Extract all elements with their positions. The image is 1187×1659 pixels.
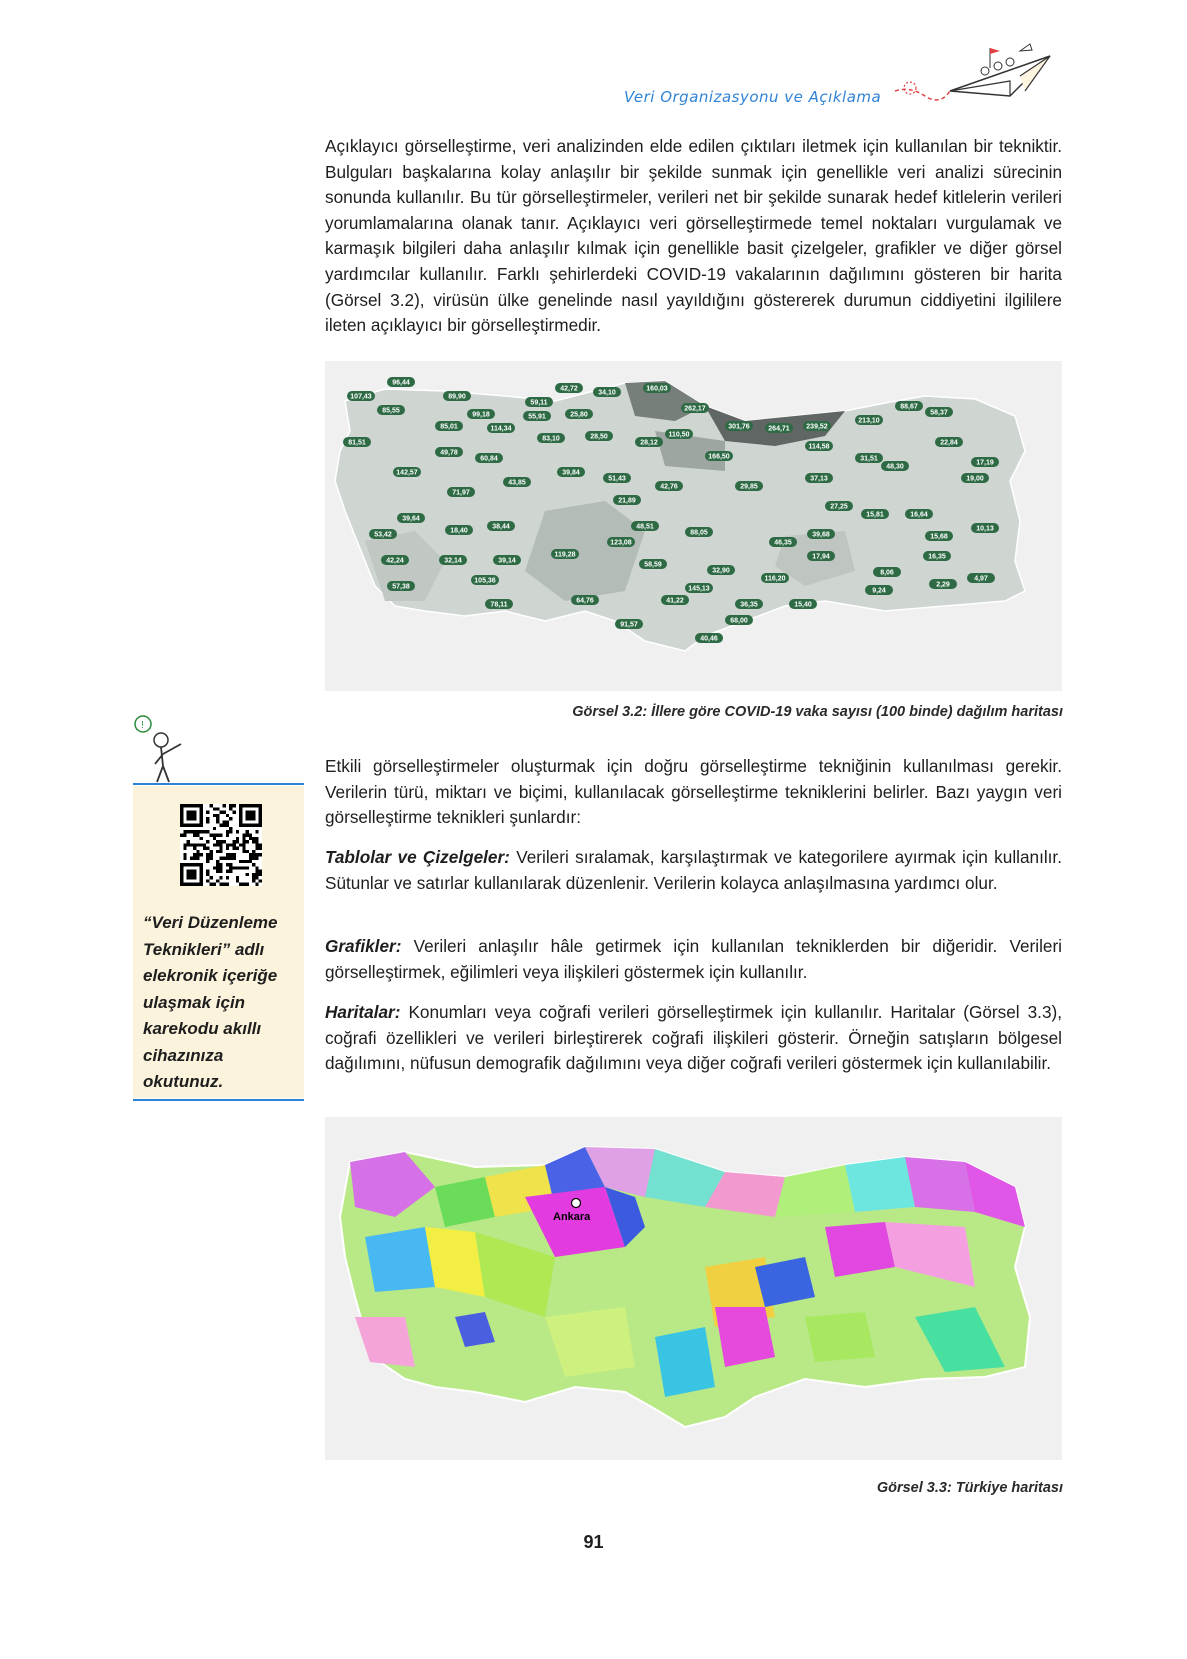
map-value-label: 99,18 bbox=[472, 411, 490, 419]
map-value-label: 264,71 bbox=[768, 425, 790, 433]
map-value-label: 64,76 bbox=[576, 597, 594, 605]
map-value-badge bbox=[643, 383, 671, 393]
map-value-badge bbox=[369, 529, 397, 539]
tables-paragraph bbox=[325, 845, 1062, 896]
map-value-badge bbox=[387, 581, 415, 591]
qr-code[interactable] bbox=[180, 804, 262, 886]
map-value-badge bbox=[967, 573, 995, 583]
map-value-label: 51,43 bbox=[608, 475, 626, 483]
map-value-label: 116,20 bbox=[764, 575, 786, 583]
map-value-badge bbox=[503, 477, 531, 487]
map-value-label: 48,51 bbox=[636, 523, 654, 531]
map-value-label: 145,13 bbox=[688, 585, 710, 593]
map-value-label: 123,08 bbox=[610, 539, 632, 547]
maps-term: Haritalar: bbox=[325, 1002, 401, 1022]
map-value-label: 57,38 bbox=[392, 583, 410, 591]
map-value-badge bbox=[565, 409, 593, 419]
map-value-label: 53,42 bbox=[374, 531, 392, 539]
map-value-label: 58,59 bbox=[644, 561, 662, 569]
map-value-badge bbox=[661, 595, 689, 605]
map-value-badge bbox=[387, 377, 415, 387]
map-value-label: 89,90 bbox=[448, 393, 466, 401]
map-value-badge bbox=[735, 481, 763, 491]
map-value-badge bbox=[805, 441, 833, 451]
map-value-badge bbox=[725, 421, 753, 431]
map-value-label: 38,44 bbox=[492, 523, 510, 531]
map-value-badge bbox=[873, 567, 901, 577]
paper-plane-illustration bbox=[890, 36, 1100, 116]
map-value-badge bbox=[525, 397, 553, 407]
map-value-badge bbox=[435, 447, 463, 457]
map-value-label: 27,25 bbox=[830, 503, 848, 511]
map-value-label: 262,17 bbox=[684, 405, 706, 413]
map-value-label: 25,80 bbox=[570, 411, 588, 419]
map-value-badge bbox=[935, 437, 963, 447]
map-value-badge bbox=[923, 551, 951, 561]
graphs-term: Grafikler: bbox=[325, 936, 402, 956]
map-value-badge bbox=[393, 467, 421, 477]
map-value-label: 18,40 bbox=[450, 527, 468, 535]
map-value-badge bbox=[655, 481, 683, 491]
map-value-label: 48,30 bbox=[886, 463, 904, 471]
map-value-label: 31,51 bbox=[860, 455, 878, 463]
map-value-badge bbox=[807, 529, 835, 539]
map-value-badge bbox=[705, 451, 733, 461]
map-value-label: 36,35 bbox=[740, 601, 758, 609]
province-shapes bbox=[325, 1117, 1062, 1460]
map-value-label: 4,97 bbox=[974, 575, 988, 583]
map-value-label: 39,64 bbox=[402, 515, 420, 523]
sidebar-top-rule bbox=[133, 783, 304, 785]
turkey-province-map bbox=[325, 1117, 1062, 1460]
map-value-label: 17,94 bbox=[812, 553, 830, 561]
map-value-badge bbox=[895, 401, 923, 411]
map-value-label: 28,12 bbox=[640, 439, 658, 447]
map-value-label: 42,72 bbox=[560, 385, 578, 393]
map-value-badge bbox=[855, 415, 883, 425]
map-value-badge bbox=[347, 391, 375, 401]
map-value-badge bbox=[585, 431, 613, 441]
covid-choropleth-map bbox=[325, 361, 1062, 691]
map-value-badge bbox=[761, 573, 789, 583]
map-value-badge bbox=[613, 495, 641, 505]
map-value-badge bbox=[971, 457, 999, 467]
sidebar-bottom-rule bbox=[133, 1099, 304, 1101]
graphs-paragraph bbox=[325, 934, 1062, 985]
map-value-label: 96,44 bbox=[392, 379, 410, 387]
map-value-badge bbox=[537, 433, 565, 443]
map-value-badge bbox=[735, 599, 763, 609]
map-value-badge bbox=[439, 555, 467, 565]
page-number: 91 bbox=[583, 1532, 604, 1552]
map-value-badge bbox=[607, 537, 635, 547]
map-value-label: 105,36 bbox=[474, 577, 496, 585]
map-value-badge bbox=[685, 583, 713, 593]
map-value-label: 110,50 bbox=[668, 431, 690, 439]
map-value-badge bbox=[555, 383, 583, 393]
map-value-label: 40,46 bbox=[700, 635, 718, 643]
map-value-label: 42,76 bbox=[660, 483, 678, 491]
map-value-badge bbox=[765, 423, 793, 433]
map-value-badge bbox=[603, 473, 631, 483]
map-value-label: 301,76 bbox=[728, 423, 750, 431]
map-value-label: 166,50 bbox=[708, 453, 730, 461]
figure1-caption: Görsel 3.2: İllere göre COVID-19 vaka sayısı (100 binde) dağılım haritası bbox=[572, 704, 1063, 720]
map-value-label: 46,35 bbox=[774, 539, 792, 547]
sidebar-note: “Veri Düzenleme Teknikleri” adlı elekronik içeriğe ulaşmak için karekodu akıllı cihazınıza okutunuz. bbox=[143, 913, 278, 1091]
maps-text: Konumları veya coğrafi verileri görselleştirmek için kullanılır. Haritalar (Görsel 3.3), coğrafi özellikleri ve verileri birleştirerek coğrafi ilişkileri gösterir. Örneğin satışların bölgesel dağılımını, nüfusun demografik dağılımını veya diğer coğrafi verileri göstermek için kullanılabilir. bbox=[325, 1002, 1062, 1074]
map-value-badge bbox=[571, 595, 599, 605]
map-value-label: 21,89 bbox=[618, 497, 636, 505]
map-value-label: 2,29 bbox=[936, 581, 950, 589]
map-value-badge bbox=[971, 523, 999, 533]
map-value-badge bbox=[551, 549, 579, 559]
map-value-badge bbox=[707, 565, 735, 575]
map-value-label: 41,22 bbox=[666, 597, 684, 605]
map-value-label: 114,34 bbox=[490, 425, 512, 433]
map-value-label: 15,68 bbox=[930, 533, 948, 541]
map-value-label: 32,90 bbox=[712, 567, 730, 575]
map-value-label: 16,64 bbox=[910, 511, 928, 519]
map-value-label: 85,01 bbox=[440, 423, 458, 431]
map-value-badge bbox=[397, 513, 425, 523]
map-value-label: 160,03 bbox=[646, 385, 668, 393]
graphs-text: Verileri anlaşılır hâle getirmek için kullanılan tekniklerden bir diğeridir. Verileri görselleştirmek, eğilimleri veya ilişkileri göstermek için kullanılır. bbox=[325, 936, 1062, 982]
map-value-badge bbox=[639, 559, 667, 569]
map-value-badge bbox=[925, 531, 953, 541]
tables-text: Verileri sıralamak, karşılaştırmak ve kategorilere ayırmak için kullanılır. Sütunlar ve satırlar kullanılarak düzenlenir. Verilerin kolayca anlaşılmasına yardımcı olur. bbox=[325, 847, 1062, 893]
map-value-badge bbox=[471, 575, 499, 585]
map-value-label: 39,84 bbox=[562, 469, 580, 477]
map-value-badge bbox=[493, 555, 521, 565]
intro-paragraph: Açıklayıcı görselleştirme, veri analizinden elde edilen çıktıları iletmek için kullanılan bir tekniktir. Bulguları başkalarına kolay anlaşılır bir şekilde sunmak için genellikle veri analizi sürecinin sonunda kullanılır. Bu tür görselleştirmeler, verileri net bir şekilde sunarak hedef kitlelerin verileri yorumlamalarına olanak tanır. Açıklayıcı veri görselleştirmede temel noktaları vurgulamak ve karmaşık bilgileri daha anlaşılır kılmak için genellikle basit çizelgeler, grafikler ve diğer görsel yardımcılar kullanılır. Farklı şehirlerdeki COVID-19 vakalarının dağılımını gösteren bir harita (Görsel 3.2), virüsün ülke genelinde nasıl yayıldığını göstererek durumun ciddiyetini ilgililere ileten açıklayıcı bir görselleştirmedir. bbox=[325, 136, 1062, 336]
map-value-badge bbox=[929, 579, 957, 589]
map-value-label: 68,00 bbox=[730, 617, 748, 625]
map-value-label: 71,97 bbox=[452, 489, 470, 497]
map-value-label: 8,06 bbox=[880, 569, 894, 577]
map-value-badge bbox=[805, 473, 833, 483]
map-value-label: 55,91 bbox=[528, 413, 546, 421]
map-value-label: 83,10 bbox=[542, 435, 560, 443]
map-value-label: 15,81 bbox=[866, 511, 884, 519]
map-value-badge bbox=[905, 509, 933, 519]
map-value-badge bbox=[445, 525, 473, 535]
map-value-label: 58,37 bbox=[930, 409, 948, 417]
map-value-label: 39,14 bbox=[498, 557, 516, 565]
map-value-badge bbox=[487, 521, 515, 531]
map-value-label: 239,52 bbox=[806, 423, 828, 431]
map-value-badge bbox=[695, 633, 723, 643]
map-value-label: 78,11 bbox=[490, 601, 508, 609]
map-value-label: 107,43 bbox=[350, 393, 372, 401]
map-value-label: 59,11 bbox=[530, 399, 548, 407]
map-value-label: 213,10 bbox=[858, 417, 880, 425]
map-value-badge bbox=[789, 599, 817, 609]
map-value-badge bbox=[769, 537, 797, 547]
map-value-label: 119,28 bbox=[554, 551, 576, 559]
map-value-label: 91,57 bbox=[620, 621, 638, 629]
map-value-label: 17,19 bbox=[976, 459, 994, 467]
map-value-badge bbox=[435, 421, 463, 431]
map-value-badge bbox=[865, 585, 893, 595]
map-value-label: 85,55 bbox=[382, 407, 400, 415]
map-value-label: 10,13 bbox=[976, 525, 994, 533]
map-value-badge bbox=[961, 473, 989, 483]
map-value-label: 81,51 bbox=[348, 439, 366, 447]
pointing-character-icon bbox=[133, 714, 193, 784]
map-value-label: 142,57 bbox=[396, 469, 418, 477]
map-value-badge bbox=[377, 405, 405, 415]
figure2-caption: Görsel 3.3: Türkiye haritası bbox=[876, 1480, 1063, 1496]
map-value-badge bbox=[447, 487, 475, 497]
map-value-badge bbox=[523, 411, 551, 421]
map-value-badge bbox=[665, 429, 693, 439]
map-value-label: 88,67 bbox=[900, 403, 918, 411]
map-value-badge bbox=[631, 521, 659, 531]
svg-text:!: ! bbox=[141, 720, 144, 731]
map-value-badge bbox=[467, 409, 495, 419]
map-value-label: 19,00 bbox=[966, 475, 984, 483]
map-value-badge bbox=[487, 423, 515, 433]
ankara-label: Ankara bbox=[553, 1211, 591, 1223]
map-value-label: 60,84 bbox=[480, 455, 498, 463]
map-value-badge bbox=[475, 453, 503, 463]
map-value-badge bbox=[343, 437, 371, 447]
map-value-label: 88,05 bbox=[690, 529, 708, 537]
map-value-label: 28,50 bbox=[590, 433, 608, 441]
map-value-label: 22,84 bbox=[940, 439, 958, 447]
map-value-label: 43,85 bbox=[508, 479, 526, 487]
map-value-badge bbox=[855, 453, 883, 463]
map-value-label: 37,13 bbox=[810, 475, 828, 483]
map-value-badge bbox=[803, 421, 831, 431]
map-value-label: 29,85 bbox=[740, 483, 758, 491]
map-value-label: 39,68 bbox=[812, 531, 830, 539]
techniques-intro: Etkili görselleştirmeler oluşturmak için doğru görselleştirme tekniğinin kullanılması gerekir. Verilerin türü, miktarı ve biçimi, kullanılacak görselleştirme tekniklerini belirler. Bazı yaygın veri görselleştirme teknikleri şunlardır: bbox=[325, 756, 1062, 828]
map-value-badge bbox=[681, 403, 709, 413]
map-value-label: 49,78 bbox=[440, 449, 458, 457]
map-value-badge bbox=[615, 619, 643, 629]
map-value-badge bbox=[807, 551, 835, 561]
map-value-label: 42,24 bbox=[386, 557, 404, 565]
map-value-badge bbox=[685, 527, 713, 537]
map-value-label: 16,35 bbox=[928, 553, 946, 561]
map-value-badge bbox=[593, 387, 621, 397]
map-value-badge bbox=[443, 391, 471, 401]
map-value-badge bbox=[485, 599, 513, 609]
map-value-label: 114,58 bbox=[808, 443, 830, 451]
map-value-badge bbox=[635, 437, 663, 447]
map-value-badge bbox=[861, 509, 889, 519]
map-value-badge bbox=[557, 467, 585, 477]
map-value-label: 9,24 bbox=[872, 587, 886, 595]
chapter-title: Veri Organizasyonu ve Açıklama bbox=[624, 88, 882, 106]
map-value-badge bbox=[825, 501, 853, 511]
tables-term: Tablolar ve Çizelgeler: bbox=[325, 847, 510, 867]
map-value-label: 34,10 bbox=[598, 389, 616, 397]
map-value-badge bbox=[381, 555, 409, 565]
maps-paragraph bbox=[325, 1000, 1062, 1077]
map-value-label: 32,14 bbox=[444, 557, 462, 565]
map-value-badge bbox=[881, 461, 909, 471]
map-value-label: 15,40 bbox=[794, 601, 812, 609]
map-value-badge bbox=[725, 615, 753, 625]
map-value-badge bbox=[925, 407, 953, 417]
